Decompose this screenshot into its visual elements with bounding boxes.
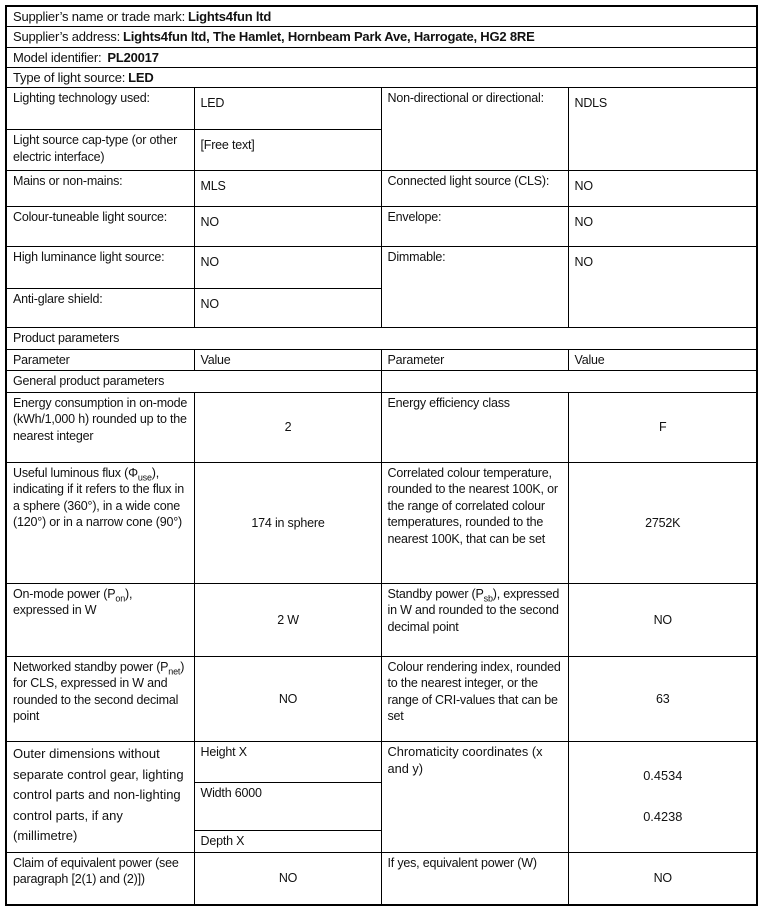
light-source-type-cell [6, 68, 757, 88]
high-luminance-label: High luminance light source: [6, 247, 194, 289]
model-identifier-row [6, 48, 757, 68]
energy-consumption-row [6, 392, 757, 462]
energy-class-value: F [568, 392, 757, 462]
column-header-row [6, 349, 757, 371]
cap-type-value: [Free text] [194, 130, 381, 171]
standby-power-label-pre: Standby power (P [387, 586, 484, 601]
luminous-flux-label-post: ), indicating if it refers to the flux in a sphere (360°), in a wide cone (120°) or in a narrow cone (90°) [13, 465, 184, 530]
product-parameters-section-title: Product parameters [6, 328, 757, 350]
supplier-address-label: Supplier’s address: [13, 29, 121, 45]
mains-row [6, 171, 757, 207]
supplier-address-cell [6, 27, 757, 48]
standby-power-value: NO [568, 583, 757, 656]
anti-glare-value: NO [194, 289, 381, 328]
directional-label: Non-directional or directional: [381, 88, 568, 171]
column-header-value-right: Value [568, 349, 757, 371]
cri-label: Colour rendering index, rounded to the nearest integer, or the range of CRI-values that can be set [381, 656, 568, 741]
light-source-type-label: Type of light source: [13, 70, 126, 86]
model-identifier-label: Model identifier: [13, 50, 102, 66]
product-info-table [5, 5, 758, 906]
chromaticity-y-value: 0.4238 [643, 808, 683, 824]
standby-power-label [381, 583, 568, 656]
outer-dimensions-row [6, 741, 757, 782]
light-source-type-value: LED [128, 70, 154, 86]
dimension-depth-cell: Depth X [194, 830, 381, 852]
networked-standby-label-post: ) for CLS, expressed in W and rounded to the second decimal point [13, 659, 185, 724]
energy-consumption-label: Energy consumption in on-mode (kWh/1,000 h) rounded up to the nearest integer [6, 392, 194, 462]
equivalent-power-claim-label: Claim of equivalent power (see paragraph [2(1) and (2)]) [6, 852, 194, 905]
cct-label: Correlated colour temperature, rounded to the nearest 100K, or the range of correlated colour temperatures, rounded to the nearest 100K, that can be set [381, 462, 568, 583]
high-luminance-row [6, 247, 757, 289]
networked-standby-label-pre: Networked standby power (P [13, 659, 169, 674]
envelope-label: Envelope: [381, 207, 568, 247]
equivalent-power-claim-value: NO [194, 852, 381, 905]
chromaticity-label: Chromaticity coordinates (x and y) [381, 741, 568, 852]
supplier-address-row [6, 27, 757, 48]
energy-class-label: Energy efficiency class [381, 392, 568, 462]
standby-power-label-subscript: sb [483, 593, 493, 604]
equivalent-power-if-yes-label: If yes, equivalent power (W) [381, 852, 568, 905]
on-mode-power-value: 2 W [194, 583, 381, 656]
cri-value: 63 [568, 656, 757, 741]
networked-standby-label [6, 656, 194, 741]
cls-value: NO [568, 171, 757, 207]
energy-consumption-value: 2 [194, 392, 381, 462]
on-mode-power-label-subscript: on [115, 593, 126, 604]
mains-value: MLS [194, 171, 381, 207]
luminous-flux-label-subscript: use [137, 472, 152, 483]
networked-standby-row [6, 656, 757, 741]
dimmable-label: Dimmable: [381, 247, 568, 328]
supplier-name-row [6, 6, 757, 27]
supplier-name-label: Supplier’s name or trade mark: [13, 9, 185, 24]
column-header-parameter-left: Parameter [6, 349, 194, 371]
column-header-value-left: Value [194, 349, 381, 371]
product-parameters-section-row [6, 328, 757, 350]
light-source-type-row [6, 68, 757, 88]
high-luminance-value: NO [194, 247, 381, 289]
colour-tuneable-row [6, 207, 757, 247]
colour-tuneable-label: Colour-tuneable light source: [6, 207, 194, 247]
lighting-technology-value: LED [194, 88, 381, 130]
lighting-technology-row [6, 88, 757, 130]
general-parameters-section-row [6, 371, 757, 393]
on-mode-power-label-pre: On-mode power (P [13, 586, 116, 601]
networked-standby-value: NO [194, 656, 381, 741]
cap-type-label: Light source cap-type (or other electric interface) [6, 130, 194, 171]
anti-glare-label: Anti-glare shield: [6, 289, 194, 328]
supplier-address-value: Lights4fun ltd, The Hamlet, Hornbeam Park Ave, Harrogate, HG2 8RE [123, 29, 535, 45]
on-mode-power-label [6, 583, 194, 656]
general-parameters-section-title: General product parameters [6, 371, 381, 393]
column-header-parameter-right: Parameter [381, 349, 568, 371]
model-identifier-value: PL20017 [107, 50, 159, 66]
luminous-flux-row [6, 462, 757, 583]
lighting-technology-label: Lighting technology used: [6, 88, 194, 130]
outer-dimensions-label: Outer dimensions without separate control gear, lighting control parts and non-lighting control parts, if any (millimetre) [6, 741, 194, 852]
luminous-flux-value: 174 in sphere [194, 462, 381, 583]
equivalent-power-if-yes-value: NO [568, 852, 757, 905]
general-parameters-section-empty [381, 371, 757, 393]
mains-label: Mains or non-mains: [6, 171, 194, 207]
dimension-height-cell: Height X [194, 741, 381, 782]
luminous-flux-label-pre: Useful luminous flux (Φ [13, 465, 138, 480]
supplier-name-cell [6, 6, 757, 27]
cls-label: Connected light source (CLS): [381, 171, 568, 207]
chromaticity-x-value: 0.4534 [643, 768, 683, 784]
on-mode-power-row [6, 583, 757, 656]
colour-tuneable-value: NO [194, 207, 381, 247]
dimmable-value: NO [568, 247, 757, 328]
directional-value: NDLS [568, 88, 757, 171]
on-mode-power-label-post: ), expressed in W [13, 586, 133, 618]
standby-power-label-post: ), expressed in W and rounded to the second decimal point [387, 586, 560, 634]
chromaticity-values-cell [568, 741, 757, 852]
networked-standby-label-subscript: net [168, 666, 181, 677]
model-identifier-cell [6, 48, 757, 68]
supplier-name-value: Lights4fun ltd [188, 9, 272, 24]
cct-value: 2752K [568, 462, 757, 583]
luminous-flux-label [6, 462, 194, 583]
equivalent-power-row [6, 852, 757, 905]
dimension-width-cell: Width 6000 [194, 782, 381, 830]
envelope-value: NO [568, 207, 757, 247]
